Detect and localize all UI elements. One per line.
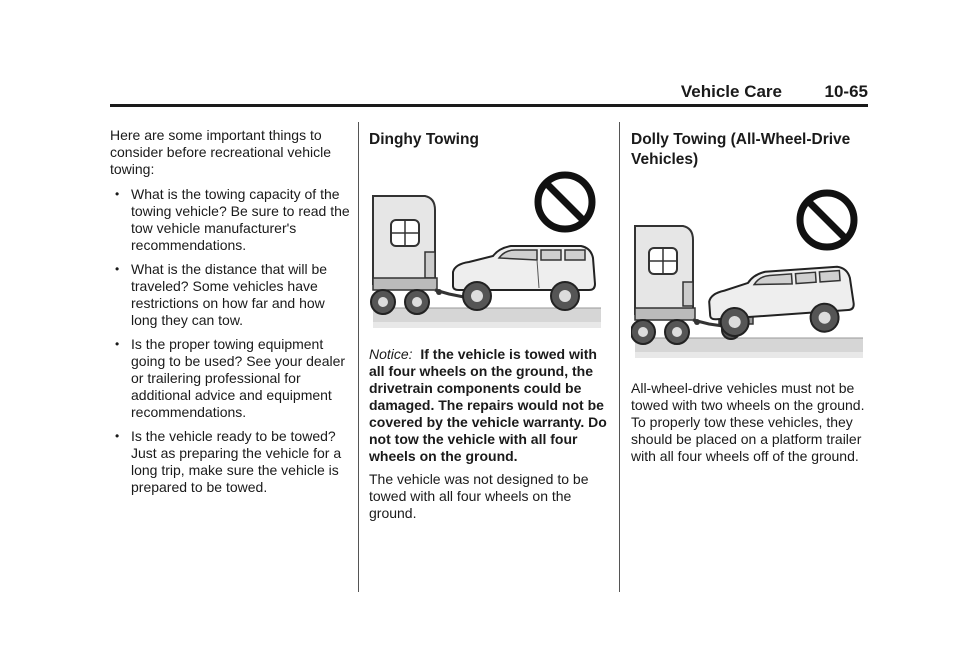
- dolly-body-paragraph: All-wheel-drive vehicles must not be towed with two wheels on the ground. To properly tow these vehicles, they should be placed on a platform trailer with all four wheels off of the ground.: [631, 380, 865, 464]
- list-item: [110, 428, 350, 496]
- page-header: [110, 82, 868, 104]
- column-divider-1: [358, 122, 359, 592]
- page-number: 10-65: [824, 82, 868, 101]
- dolly-towing-heading: Dolly Towing (All-Wheel-Drive Vehicles): [631, 131, 851, 168]
- dinghy-towing-heading: Dinghy Towing: [369, 131, 479, 148]
- list-item-text: What is the distance that will be traveled? Some vehicles have restrictions on how far and how long they can tow.: [131, 261, 328, 328]
- dinghy-body-paragraph: The vehicle was not designed to be towed with all four wheels on the ground.: [369, 471, 589, 521]
- dolly-towing-prohibited-illustration: [631, 186, 863, 366]
- column-2: [369, 130, 609, 528]
- column-3: [631, 130, 871, 471]
- list-item: [110, 261, 350, 329]
- list-item: [110, 186, 350, 254]
- bullet-icon: •: [115, 337, 120, 351]
- considerations-list: [110, 186, 350, 496]
- dinghy-towing-prohibited-illustration: [369, 166, 601, 346]
- list-item-text: Is the vehicle ready to be towed? Just as preparing the vehicle for a long trip, make sure the vehicle is prepared to be towed.: [131, 428, 342, 495]
- header-rule: [110, 104, 868, 107]
- list-item-text: Is the proper towing equipment going to be used? See your dealer or trailering professional for additional advice and equipment recommendations.: [131, 336, 346, 420]
- column-divider-2: [619, 122, 620, 592]
- notice-label: Notice:: [369, 346, 413, 362]
- notice-paragraph: [369, 346, 609, 465]
- bullet-icon: •: [115, 187, 120, 201]
- section-title: Vehicle Care: [680, 82, 782, 101]
- bullet-icon: •: [115, 262, 120, 276]
- intro-paragraph: Here are some important things to consider before recreational vehicle towing:: [110, 127, 332, 177]
- list-item: [110, 336, 350, 421]
- bullet-icon: •: [115, 429, 120, 443]
- notice-text: If the vehicle is towed with all four wheels on the ground, the drivetrain components could be damaged. The repairs would not be covered by the vehicle warranty. Do not tow the vehicle with all four wheels on the ground.: [369, 346, 607, 464]
- list-item-text: What is the towing capacity of the towing vehicle? Be sure to read the tow vehicle manufacturer's recommendations.: [131, 186, 350, 253]
- column-1: [110, 127, 350, 503]
